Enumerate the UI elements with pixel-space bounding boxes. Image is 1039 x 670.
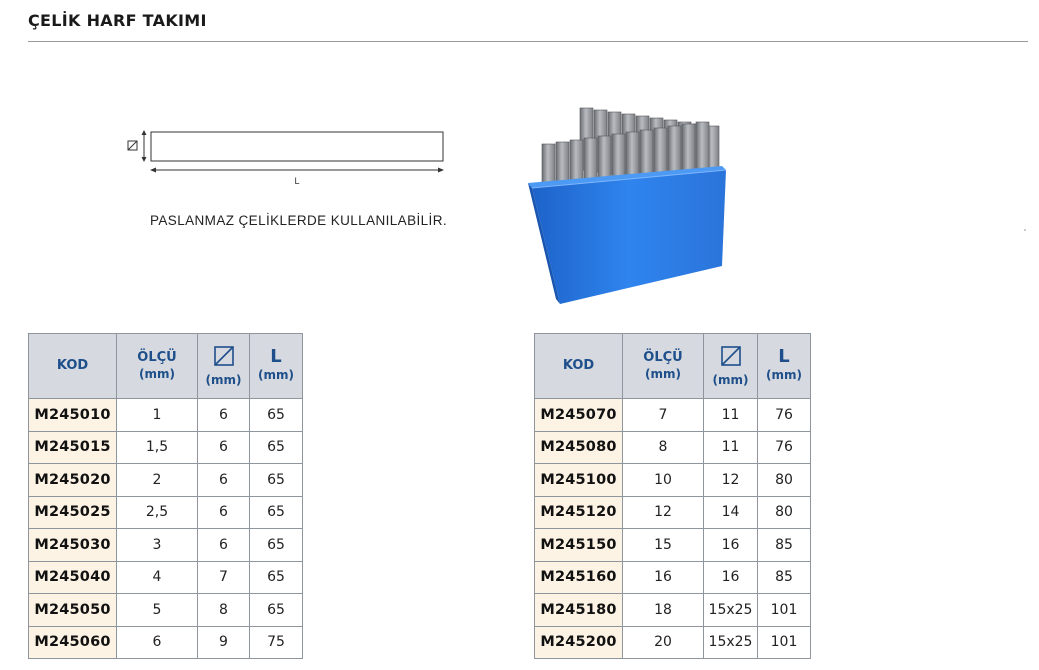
cell-l: 80 <box>758 464 811 497</box>
cell-dia: 6 <box>198 496 250 529</box>
table-row <box>535 594 811 627</box>
header-l-label: L <box>778 346 790 367</box>
cell-kod: M245040 <box>29 561 117 594</box>
cell-l: 85 <box>758 529 811 562</box>
cell-dia: 15x25 <box>704 594 758 627</box>
table-row <box>29 594 303 627</box>
cell-l: 65 <box>250 496 303 529</box>
spec-table-left <box>28 333 303 659</box>
header-dia <box>198 334 250 399</box>
cell-olcu: 1,5 <box>117 431 198 464</box>
cell-kod: M245030 <box>29 529 117 562</box>
title-divider <box>28 41 1028 42</box>
table-row <box>535 561 811 594</box>
table-row <box>535 431 811 464</box>
cell-olcu: 3 <box>117 529 198 562</box>
cell-kod: M245160 <box>535 561 623 594</box>
header-l <box>758 334 811 399</box>
cell-olcu: 1 <box>117 399 198 432</box>
table-row <box>535 529 811 562</box>
header-l <box>250 334 303 399</box>
header-dia-unit: (mm) <box>205 372 242 387</box>
header-kod: KOD <box>29 334 117 399</box>
cell-olcu: 7 <box>623 399 704 432</box>
table-row <box>535 464 811 497</box>
table-row <box>29 431 303 464</box>
header-dia <box>704 334 758 399</box>
header-olcu-label: ÖLÇÜ <box>137 350 177 365</box>
header-olcu-label: ÖLÇÜ <box>643 350 683 365</box>
table-row <box>535 626 811 659</box>
table-row <box>29 529 303 562</box>
cell-olcu: 10 <box>623 464 704 497</box>
header-olcu <box>623 334 704 399</box>
cell-dia: 12 <box>704 464 758 497</box>
cell-olcu: 8 <box>623 431 704 464</box>
cell-kod: M245080 <box>535 431 623 464</box>
blue-box <box>528 166 726 304</box>
cell-l: 65 <box>250 561 303 594</box>
cell-dia: 7 <box>198 561 250 594</box>
cell-l: 85 <box>758 561 811 594</box>
header-olcu-unit: (mm) <box>645 367 681 381</box>
cell-dia: 8 <box>198 594 250 627</box>
cell-l: 76 <box>758 399 811 432</box>
cell-dia: 11 <box>704 399 758 432</box>
cell-dia: 6 <box>198 399 250 432</box>
table-row <box>535 496 811 529</box>
cell-olcu: 6 <box>117 626 198 659</box>
square-section-icon <box>128 141 137 150</box>
length-label: L <box>294 176 300 186</box>
header-l-unit: (mm) <box>258 368 294 382</box>
cell-dia: 9 <box>198 626 250 659</box>
cell-olcu: 18 <box>623 594 704 627</box>
cell-olcu: 15 <box>623 529 704 562</box>
cell-olcu: 4 <box>117 561 198 594</box>
header-olcu <box>117 334 198 399</box>
dimension-diagram <box>122 126 452 190</box>
bar-outline <box>151 132 443 161</box>
header-dia-unit: (mm) <box>712 372 749 387</box>
cell-kod: M245010 <box>29 399 117 432</box>
usage-note: PASLANMAZ ÇELİKLERDE KULLANILABİLİR. <box>150 213 448 228</box>
header-l-unit: (mm) <box>766 368 802 382</box>
speck <box>1024 229 1026 231</box>
cell-olcu: 12 <box>623 496 704 529</box>
cell-l: 65 <box>250 399 303 432</box>
cell-l: 101 <box>758 626 811 659</box>
cell-kod: M245100 <box>535 464 623 497</box>
cell-kod: M245070 <box>535 399 623 432</box>
table-row <box>29 399 303 432</box>
cell-l: 101 <box>758 594 811 627</box>
cell-kod: M245180 <box>535 594 623 627</box>
cell-kod: M245015 <box>29 431 117 464</box>
cell-dia: 14 <box>704 496 758 529</box>
cell-kod: M245025 <box>29 496 117 529</box>
table-row <box>29 464 303 497</box>
header-kod: KOD <box>535 334 623 399</box>
cell-l: 65 <box>250 431 303 464</box>
page-title: ÇELİK HARF TAKIMI <box>28 11 207 30</box>
table-row <box>29 496 303 529</box>
cell-olcu: 16 <box>623 561 704 594</box>
product-image <box>524 98 734 308</box>
cell-kod: M245150 <box>535 529 623 562</box>
spec-table-right <box>534 333 811 659</box>
table-row <box>535 399 811 432</box>
cell-dia: 15x25 <box>704 626 758 659</box>
cell-dia: 16 <box>704 529 758 562</box>
cell-l: 76 <box>758 431 811 464</box>
cell-l: 75 <box>250 626 303 659</box>
square-diameter-icon <box>720 345 742 367</box>
cell-kod: M245020 <box>29 464 117 497</box>
cell-l: 65 <box>250 529 303 562</box>
cell-dia: 6 <box>198 431 250 464</box>
cell-olcu: 2 <box>117 464 198 497</box>
cell-dia: 16 <box>704 561 758 594</box>
cell-l: 80 <box>758 496 811 529</box>
cell-dia: 11 <box>704 431 758 464</box>
cell-dia: 6 <box>198 529 250 562</box>
cell-olcu: 5 <box>117 594 198 627</box>
cell-olcu: 20 <box>623 626 704 659</box>
table-row <box>29 626 303 659</box>
cell-dia: 6 <box>198 464 250 497</box>
cell-kod: M245200 <box>535 626 623 659</box>
table-row <box>29 561 303 594</box>
cell-kod: M245060 <box>29 626 117 659</box>
cell-kod: M245120 <box>535 496 623 529</box>
cell-kod: M245050 <box>29 594 117 627</box>
cell-olcu: 2,5 <box>117 496 198 529</box>
square-diameter-icon <box>213 345 235 367</box>
cell-l: 65 <box>250 594 303 627</box>
header-l-label: L <box>270 346 282 367</box>
cell-l: 65 <box>250 464 303 497</box>
header-olcu-unit: (mm) <box>139 367 175 381</box>
